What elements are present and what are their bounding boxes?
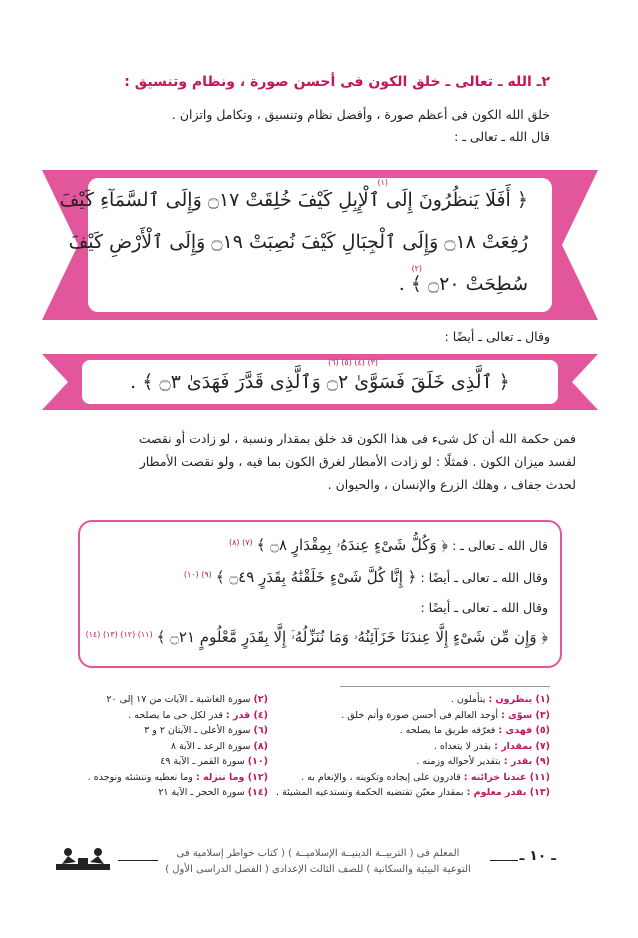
verse-band-1	[42, 160, 598, 330]
footnote-term: (١٢) وما ننزله :	[195, 771, 268, 783]
footnote-definition: بتقدير لأحواله وزمنه .	[416, 756, 501, 767]
intro-2: وقال ـ تعالى ـ أيضًا :	[444, 329, 550, 344]
footnote-definition: سورة الرعد ـ الآية ٨	[170, 740, 251, 752]
footnote-item	[270, 708, 550, 724]
page-number: ـ ١٠ ـ	[519, 848, 556, 864]
footnote-definition: أوجد العالم فى أحسن صورة وأتم خلق .	[341, 709, 499, 721]
footnote-ref-2: (٢)	[411, 264, 422, 273]
verse-1-line-1: ﴿ أَفَلَا يَنظُرُونَ إِلَى ٱلْإِبِلِ كَيْفَ خُلِقَتْ ۝١٧ وَإِلَى ٱلسَّمَآءِ كَيْفَ	[59, 189, 528, 211]
footnote-item	[270, 770, 550, 786]
intro-line-2: قال الله ـ تعالى ـ :	[454, 129, 550, 144]
footnote-definition: سورة الحجر ـ الآية ٢١	[158, 787, 245, 798]
frame-line-1-verse: ﴿ وَكُلُّ شَىْءٍ عِندَهُۥ بِمِقْدَارٍ ۝٨ ﴾	[256, 536, 449, 554]
footnote-item	[78, 739, 268, 755]
body-line-2: لفسد ميزان الكون . فمثلًا : لو زادت الأمطار لغرق الكون بما فيه ، ولو نقصت الأمطار	[139, 454, 576, 469]
footnote-definition: وما نعطيه وننشئه ونوجده .	[87, 771, 193, 783]
footnote-ref-1: (١)	[377, 178, 388, 187]
footnote-item	[270, 723, 550, 739]
footnote-definition: قادرون على إيجاده وتكوينه ، والإنعام به .	[301, 771, 461, 783]
footnote-term: (١) ينظرون :	[488, 694, 550, 705]
footer-rule-left	[118, 860, 158, 861]
frame-line-2	[184, 568, 548, 586]
footnote-definition: قدر لكل حى ما يصلحه .	[128, 709, 223, 721]
footer-line-1: المعلم فى ( التربيــة الدينيــة الإسلاميــة ) ( كتاب خواطر إسلامية فى	[176, 848, 460, 859]
footnote-term: (٤) قدر :	[225, 709, 268, 721]
frame-line-2-lead: وقال الله ـ تعالى ـ أيضًا :	[420, 570, 548, 585]
verse-2: ﴿ ٱلَّذِى خَلَقَ فَسَوَّىٰ ۝٢ وَٱلَّذِى قَدَّرَ فَهَدَىٰ ۝٣ ﴾ .	[130, 371, 510, 393]
frame-line-1	[229, 536, 548, 554]
verse-1-line-2: رُفِعَتْ ۝١٨ وَإِلَى ٱلْجِبَالِ كَيْفَ نُصِبَتْ ۝١٩ وَإِلَى ٱلْأَرْضِ كَيْفَ	[68, 231, 528, 253]
footnote-term: (٣) سوّى :	[501, 709, 550, 721]
frame-line-2-refs: (٩) (١٠)	[183, 569, 212, 579]
notes-right	[270, 692, 550, 801]
footnote-item	[270, 754, 550, 770]
intro-line-1: خلق الله الكون فى أعظم صورة ، وأفضل نظام وتنسيق ، وتكامل واتزان .	[171, 107, 550, 122]
body-line-1: فمن حكمة الله أن كل شىء فى هذا الكون قد خلق بمقدار ونسبة ، لو زادت أو نقصت	[138, 431, 576, 446]
footnote-term: (١٤)	[247, 787, 268, 798]
verse-frame	[78, 520, 562, 668]
footnote-term: (٥) فهدى :	[498, 725, 550, 736]
footnote-item	[78, 770, 268, 786]
footnote-item	[78, 692, 268, 708]
footnote-item	[270, 785, 550, 801]
footnote-definition: بمقدار معيّن تقتضيه الحكمة وتستدعيه المشيئة .	[275, 787, 464, 798]
frame-line-4-refs: (١١) (١٢) (١٣) (١٤)	[85, 629, 153, 639]
footnote-definition: سورة الأعلى ـ الآيتان ٢ و ٣	[144, 725, 251, 736]
frame-line-1-lead: قال الله ـ تعالى ـ :	[452, 538, 548, 553]
footnote-item	[78, 708, 268, 724]
footnote-term: (٨)	[253, 740, 268, 752]
frame-line-3: وقال الله ـ تعالى ـ أيضًا :	[420, 600, 548, 615]
footnote-term: (٢)	[253, 694, 268, 705]
frame-line-4	[86, 628, 548, 646]
footnote-term: (١١) عندنا خزائنه :	[463, 771, 550, 783]
footnote-definition: سورة القمر ـ الآية ٤٩	[160, 756, 245, 767]
footnote-definition: سورة الغاشية ـ الآيات من ١٧ إلى ٢٠	[106, 694, 251, 705]
footer-line-2: التوعية البيئية والسكانية ) للصف الثالث الإعدادى ( الفصل الدراسى الأول )	[165, 864, 471, 875]
footnote-separator	[340, 686, 550, 687]
verse-1-line-3: سُطِحَتْ ۝٢٠ ﴾ .	[398, 273, 528, 295]
section-heading: ٢ـ الله ـ تعالى ـ خلق الكون فى أحسن صورة ، ونظام وتنسيق :	[124, 74, 550, 90]
footnote-item	[78, 785, 268, 801]
notes-left	[78, 692, 268, 801]
footnote-term: (٧) بمقدار :	[494, 740, 550, 752]
footnote-term: (١٣) بقدر معلوم :	[466, 787, 550, 798]
footnote-term: (٩) بقدر :	[503, 756, 550, 767]
footer-rule-right	[490, 860, 518, 861]
footnote-definition: فعرّفه طريق ما يصلحه .	[399, 725, 496, 736]
footnote-definition: يتأملون .	[450, 694, 486, 705]
footnote-item	[270, 692, 550, 708]
verse-band-2	[42, 352, 598, 412]
footnote-item	[78, 723, 268, 739]
frame-line-4-verse: ﴿ وَإِن مِّن شَىْءٍ إِلَّا عِندَنَا خَزَآئِنُهُۥ وَمَا نُنَزِّلُهُۥٓ إِلَّا بِقَدَرٍ مَّعْلُومٍ ۝٢١ ﴾	[156, 628, 548, 646]
frame-line-1-refs: (٧) (٨)	[228, 537, 253, 547]
footnote-definition: بقدر لا يتعداه .	[433, 740, 492, 752]
footnote-term: (٦)	[253, 725, 268, 736]
footnote-item	[270, 739, 550, 755]
footer-logo	[54, 846, 112, 872]
footnote-item	[78, 754, 268, 770]
footnote-refs-3-6: (٣) (٤) (٥) (٦)	[328, 358, 378, 367]
body-line-3: لحدث جفاف ، وهلك الزرع والإنسان ، والحيوان .	[327, 477, 576, 492]
footnote-term: (١٠)	[247, 756, 268, 767]
frame-line-2-verse: ﴿ إِنَّا كُلَّ شَىْءٍ خَلَقْنَٰهُ بِقَدَرٍ ۝٤٩ ﴾	[215, 568, 417, 586]
readers-logo-icon	[54, 846, 112, 872]
